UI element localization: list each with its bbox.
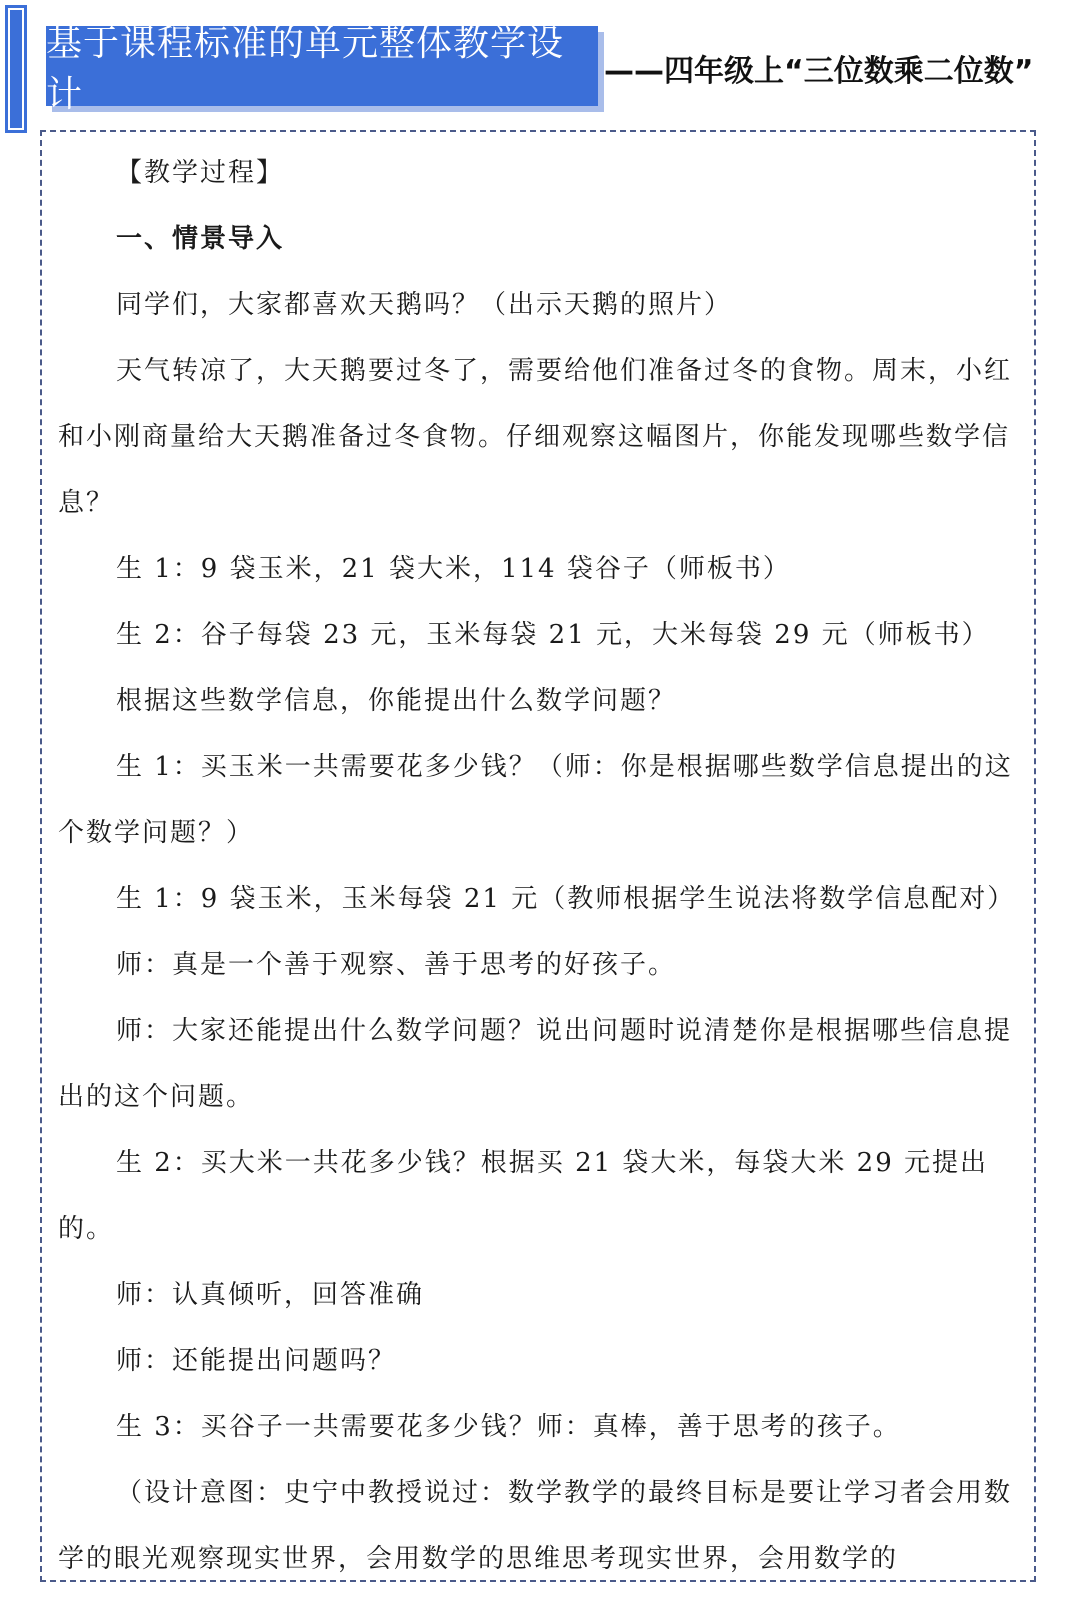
section-heading: 一、情景导入 — [116, 224, 285, 254]
paragraph: 师：真是一个善于观察、善于思考的好孩子。 — [116, 950, 677, 980]
lesson-content — [58, 140, 1018, 1592]
paragraph: 生 1：买玉米一共需要花多少钱？（师：你是根据哪些数学信息提出的这个数学问题？） — [58, 752, 1013, 848]
page-subtitle: ——四年级上“三位数乘二位数” — [604, 54, 1034, 89]
paragraph: 师：还能提出问题吗？ — [116, 1346, 397, 1376]
paragraph: 生 2：谷子每袋 23 元，玉米每袋 21 元，大米每袋 29 元（师板书） — [116, 620, 990, 650]
title-banner — [46, 23, 598, 115]
paragraph: 生 1：9 袋玉米，玉米每袋 21 元（教师根据学生说法将数学信息配对） — [116, 884, 1016, 914]
page-title: 基于课程标准的单元整体教学设计 — [46, 23, 565, 115]
left-accent-bar — [8, 8, 24, 130]
paragraph: 根据这些数学信息，你能提出什么数学问题？ — [116, 686, 677, 716]
paragraph: 同学们，大家都喜欢天鹅吗？（出示天鹅的照片） — [116, 290, 733, 320]
paragraph: 生 3：买谷子一共需要花多少钱？师：真棒，善于思考的孩子。 — [116, 1412, 901, 1442]
paragraph: 生 2：买大米一共花多少钱？根据买 21 袋大米，每袋大米 29 元提出的。 — [58, 1148, 989, 1244]
paragraph: 师：认真倾听，回答准确 — [116, 1280, 425, 1310]
paragraph: 天气转凉了，大天鹅要过冬了，需要给他们准备过冬的食物。周末，小红和小刚商量给大天鹅准备过冬食物。仔细观察这幅图片，你能发现哪些数学信息？ — [58, 356, 1013, 518]
paragraph: 生 1：9 袋玉米，21 袋大米，114 袋谷子（师板书） — [116, 554, 791, 584]
paragraph: （设计意图：史宁中教授说过：数学教学的最终目标是要让学习者会用数学的眼光观察现实世界，会用数学的思维思考现实世界，会用数学的 — [58, 1478, 1013, 1574]
paragraph: 师：大家还能提出什么数学问题？说出问题时说清楚你是根据哪些信息提出的这个问题。 — [58, 1016, 1013, 1112]
section-label: 【教学过程】 — [116, 158, 285, 188]
